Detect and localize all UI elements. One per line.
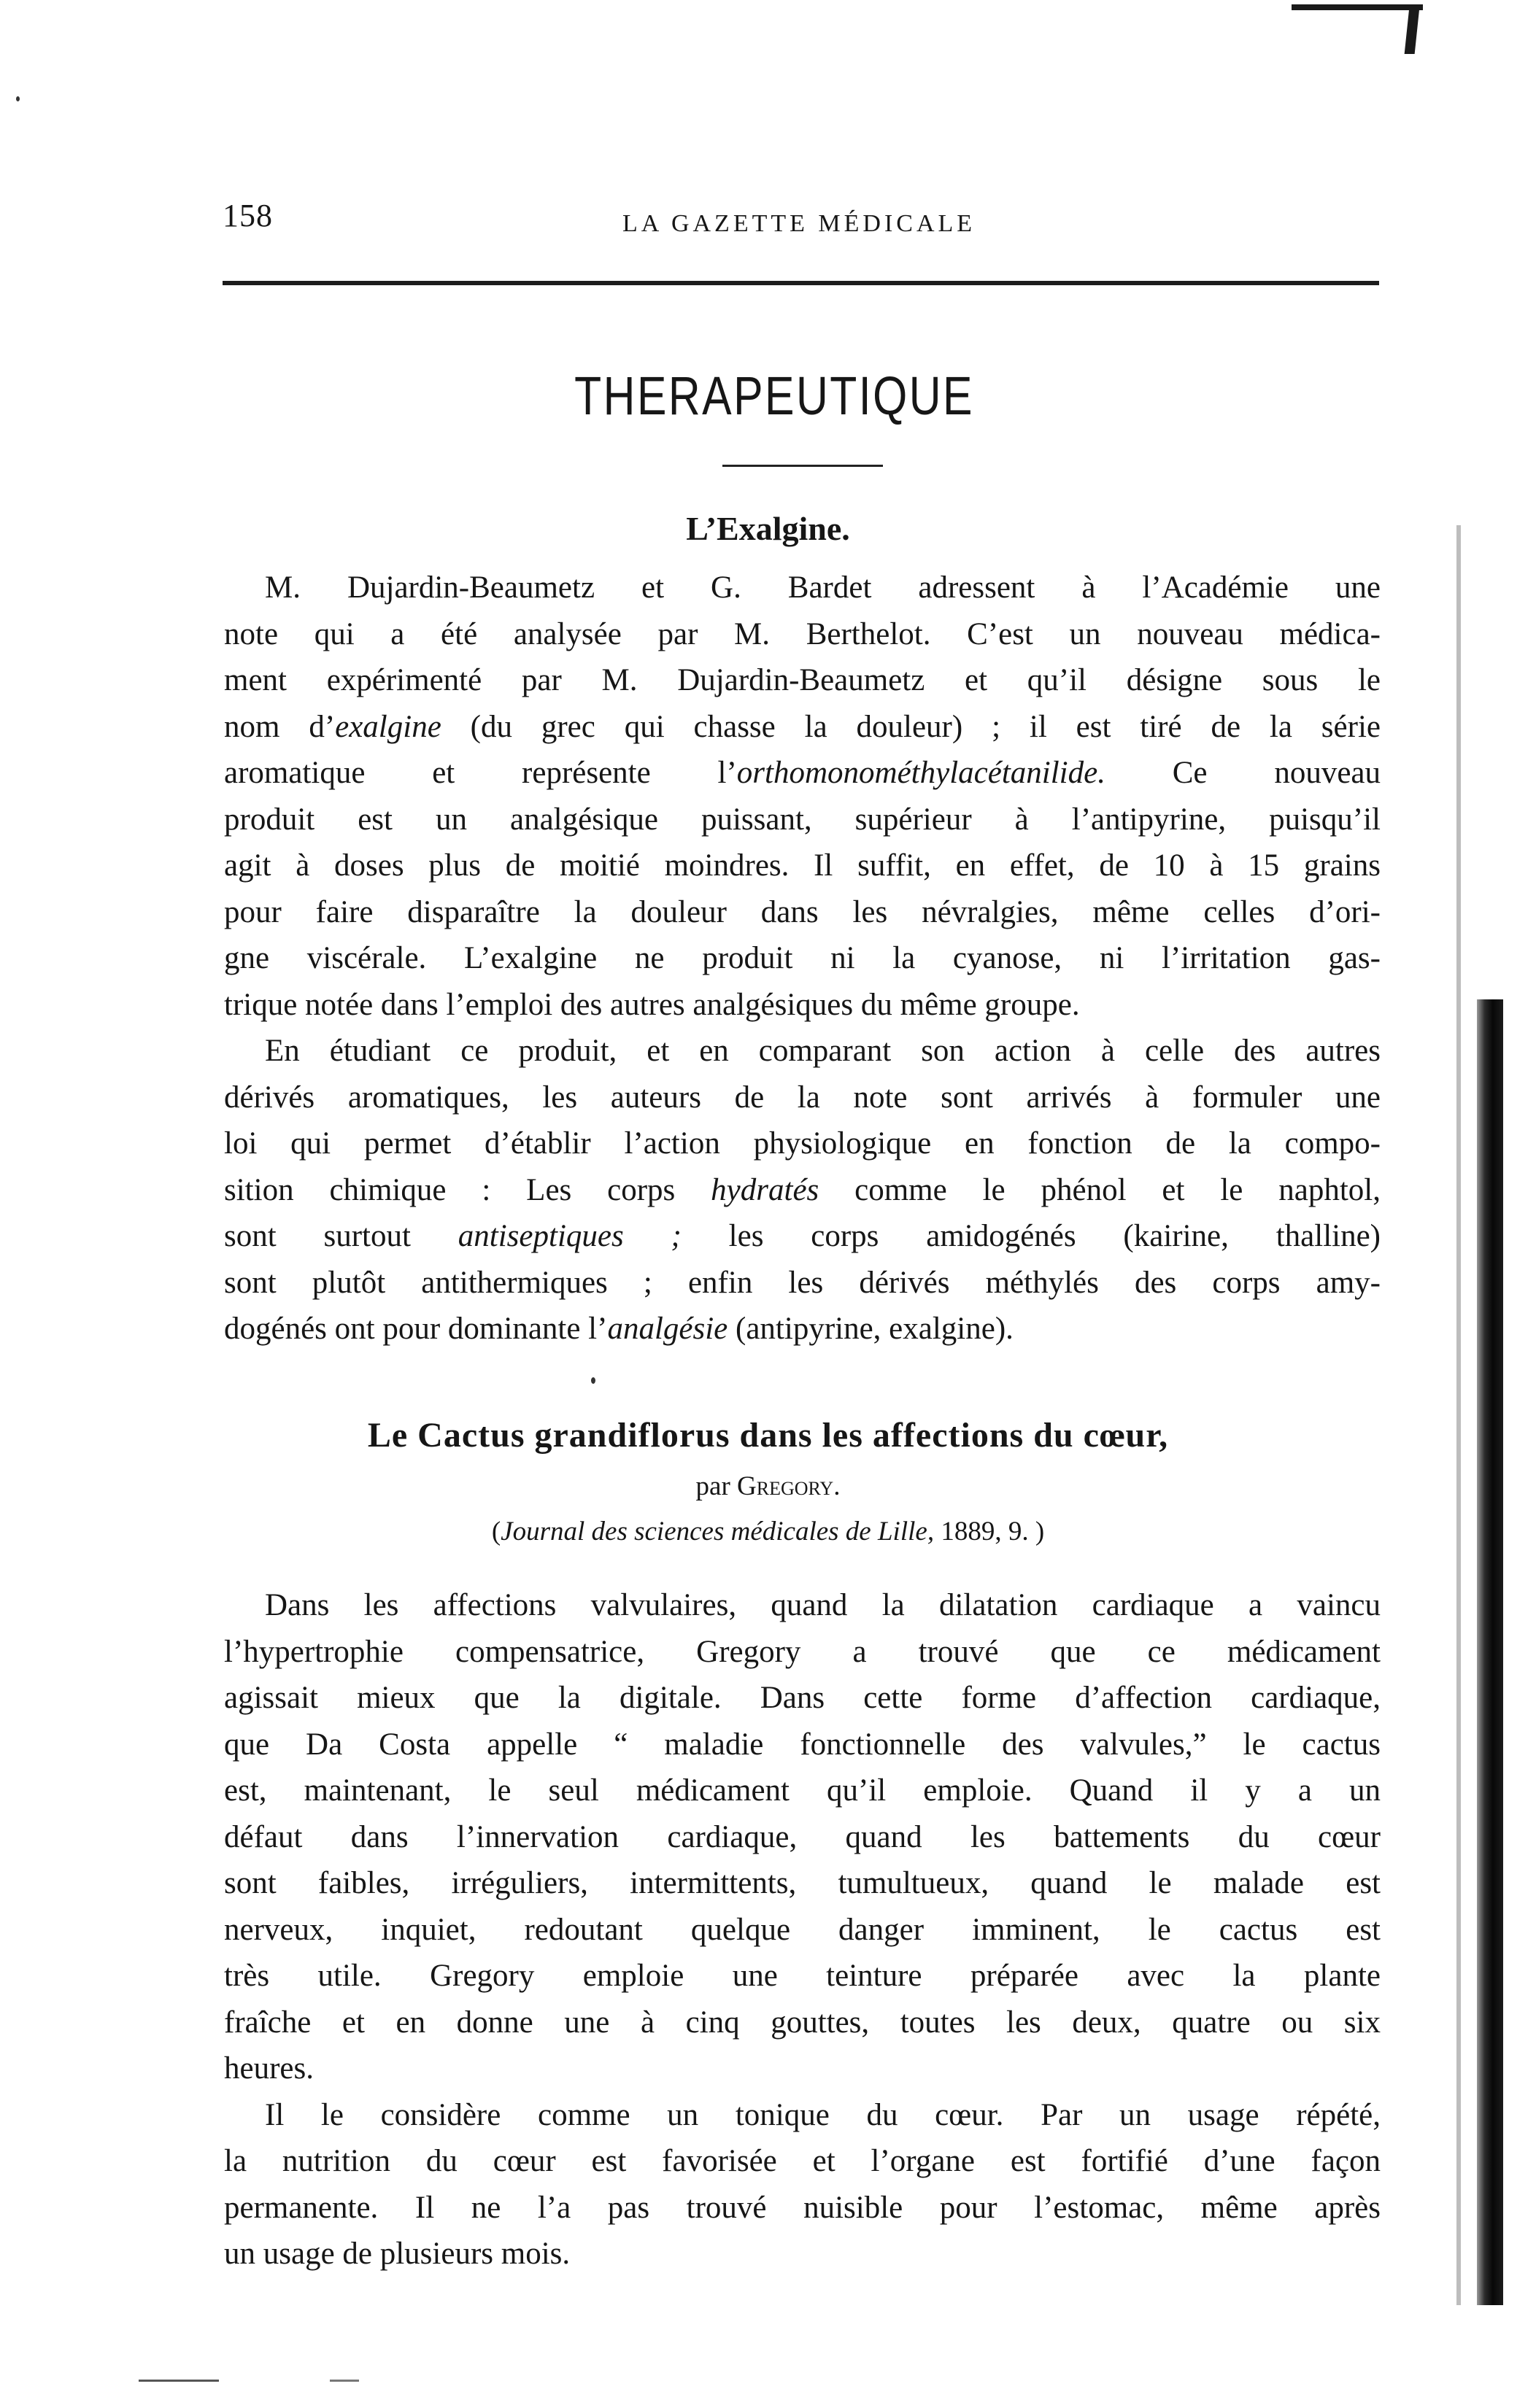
scan-corner-mark xyxy=(1292,4,1423,10)
text-line: nerveux, inquiet, redoutant quelque danger imminent, le cactus est xyxy=(224,1912,1381,1947)
text-run: aromatique et représente l’ xyxy=(224,756,737,790)
text-line: trique notée dans l’emploi des autres analgésiques du même groupe. xyxy=(224,987,1080,1022)
scan-speck xyxy=(591,1377,595,1384)
text-line: un usage de plusieurs mois. xyxy=(224,2237,571,2271)
text-run: les corps amidogénés (kairine, thalline) xyxy=(681,1219,1381,1253)
italic-term: analgésie xyxy=(607,1312,728,1346)
byline-prefix: par xyxy=(695,1471,730,1501)
running-title: LA GAZETTE MÉDICALE xyxy=(622,210,976,237)
text-line xyxy=(224,750,1381,797)
scan-speck xyxy=(16,96,20,101)
article-body-cactus xyxy=(224,1582,1381,2277)
scan-corner-mark xyxy=(1405,7,1420,54)
page-number: 158 xyxy=(223,198,273,233)
text-line: loi qui permet d’établir l’action physiologique en fonction de la compo- xyxy=(224,1126,1381,1161)
text-line: En étudiant ce produit, et en comparant son action à celle des autres xyxy=(265,1034,1381,1068)
binding-shadow xyxy=(1477,999,1503,2305)
text-line: pour faire disparaître la douleur dans les névralgies, même celles d’ori- xyxy=(224,894,1381,929)
text-line: M. Dujardin-Beaumetz et G. Bardet adressent à l’Académie une xyxy=(265,570,1381,605)
text-line: l’hypertrophie compensatrice, Gregory a trouvé que ce médicament xyxy=(224,1634,1381,1669)
citation-rest: 1889, 9. ) xyxy=(934,1517,1045,1546)
text-line xyxy=(224,1306,1381,1352)
text-line: gne viscérale. L’exalgine ne produit ni la cyanose, ni l’irritation gas- xyxy=(224,941,1381,975)
text-line xyxy=(224,1213,1381,1260)
text-run: sont surtout xyxy=(224,1219,458,1253)
italic-term: exalgine xyxy=(335,709,441,744)
text-line: dérivés aromatiques, les auteurs de la note sont arrivés à formuler une xyxy=(224,1080,1381,1115)
italic-term: orthomonométhylacétanilide. xyxy=(736,756,1105,790)
text-line: heures. xyxy=(224,2051,314,2086)
text-line: agit à doses plus de moitié moindres. Il suffit, en effet, de 10 à 15 grains xyxy=(224,848,1381,883)
text-line: Dans les affections valvulaires, quand la dilatation cardiaque a vaincu xyxy=(265,1588,1381,1622)
scan-footer-mark xyxy=(139,2380,219,2382)
text-run: (antipyrine, exalgine). xyxy=(728,1312,1014,1346)
text-line: défaut dans l’innervation cardiaque, quand les battements du cœur xyxy=(224,1819,1381,1854)
article-title-cactus: Le Cactus grandiflorus dans les affections du cœur, xyxy=(367,1416,1169,1455)
text-line: fraîche et en donne une à cinq gouttes, toutes les deux, quatre ou six xyxy=(224,2005,1381,2040)
byline-author: Gregory. xyxy=(737,1471,841,1501)
text-line: permanente. Il ne l’a pas trouvé nuisible pour l’estomac, même après xyxy=(224,2190,1381,2225)
italic-term: antiseptiques ; xyxy=(458,1219,682,1253)
text-line: est, maintenant, le seul médicament qu’il emploie. Quand il y a un xyxy=(224,1773,1381,1808)
text-run: (du grec qui chasse la douleur) ; il est tiré de la série xyxy=(441,709,1381,744)
text-line: note qui a été analysée par M. Berthelot. C’est un nouveau médica- xyxy=(224,616,1381,651)
article-title-exalgine: L’Exalgine. xyxy=(686,510,850,547)
text-run: sition chimique : Les corps xyxy=(224,1172,711,1207)
citation-open: ( xyxy=(491,1517,501,1546)
text-line: sont faibles, irréguliers, intermittents, tumultueux, quand le malade est xyxy=(224,1866,1381,1900)
text-line xyxy=(224,1167,1381,1214)
article-citation xyxy=(0,1516,1536,1547)
text-run: dogénés ont pour dominante l’ xyxy=(224,1312,608,1346)
text-line: que Da Costa appelle “ maladie fonctionnelle des valvules,” le cactus xyxy=(224,1727,1381,1762)
section-title: THERAPEUTIQUE xyxy=(574,365,974,426)
text-line xyxy=(224,704,1381,751)
text-line: sont plutôt antithermiques ; enfin les dérivés méthylés des corps amy- xyxy=(224,1265,1381,1300)
text-run: Ce nouveau xyxy=(1105,756,1381,790)
text-line: produit est un analgésique puissant, supérieur à l’antipyrine, puisqu’il xyxy=(224,802,1381,837)
text-line: la nutrition du cœur est favorisée et l’organe est fortifié d’une façon xyxy=(224,2144,1381,2178)
text-run: nom d’ xyxy=(224,709,336,744)
scan-footer-mark xyxy=(330,2380,359,2382)
page-header xyxy=(223,197,1383,255)
section-rule xyxy=(722,465,883,467)
text-line: Il le considère comme un tonique du cœur. Par un usage répété, xyxy=(265,2097,1381,2132)
text-line: très utile. Gregory emploie une teinture préparée avec la plante xyxy=(224,1959,1381,1993)
header-rule xyxy=(223,281,1379,285)
citation-journal: Journal des sciences médicales de Lille, xyxy=(501,1517,935,1546)
italic-term: hydratés xyxy=(711,1172,819,1207)
article-byline xyxy=(0,1471,1536,1502)
text-line: ment expérimenté par M. Dujardin-Beaumetz et qu’il désigne sous le xyxy=(224,663,1381,697)
article-body-exalgine xyxy=(224,565,1381,1352)
text-line: agissait mieux que la digitale. Dans cette forme d’affection cardiaque, xyxy=(224,1681,1381,1715)
text-run: comme le phénol et le naphtol, xyxy=(819,1172,1381,1207)
